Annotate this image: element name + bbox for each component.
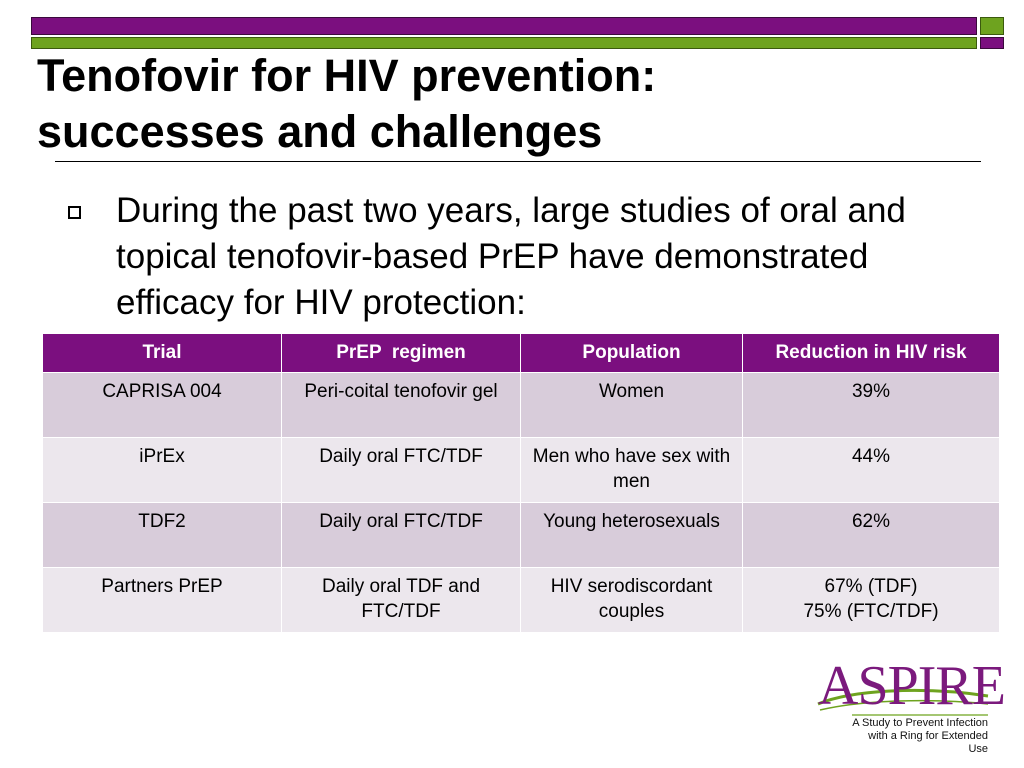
title-line-1: Tenofovir for HIV prevention:: [37, 50, 657, 101]
cell-trial: CAPRISA 004: [43, 373, 282, 438]
cell-regimen: Daily oral TDF and FTC/TDF: [282, 568, 521, 633]
cell-population: Women: [521, 373, 743, 438]
column-header-population: Population: [521, 334, 743, 373]
bullet-text: During the past two years, large studies of oral and topical tenofovir-based PrEP have demonstrated efficacy for HIV protection:: [116, 191, 906, 322]
column-header-trial: Trial: [43, 334, 282, 373]
cell-reduction: 67% (TDF) 75% (FTC/TDF): [743, 568, 1000, 633]
title-underline: [55, 161, 981, 162]
cell-population: Men who have sex with men: [521, 438, 743, 503]
cell-reduction: 39%: [743, 373, 1000, 438]
cell-regimen: Daily oral FTC/TDF: [282, 438, 521, 503]
table-row: [43, 568, 1000, 633]
cell-trial: TDF2: [43, 503, 282, 568]
cell-trial: Partners PrEP: [43, 568, 282, 633]
logo-tagline: [852, 717, 988, 756]
cell-population: Young heterosexuals: [521, 503, 743, 568]
slide-title: [37, 48, 977, 160]
logo-tagline-line-2: with a Ring for Extended Use: [868, 730, 988, 755]
logo-wordmark: ASPIRE: [818, 655, 1005, 717]
cell-regimen: Peri-coital tenofovir gel: [282, 373, 521, 438]
title-line-2: successes and challenges: [37, 106, 603, 157]
logo-tagline-line-1: A Study to Prevent Infection: [852, 717, 988, 729]
table-row: [43, 503, 1000, 568]
column-header-reduction: Reduction in HIV risk: [743, 334, 1000, 373]
cell-reduction: 44%: [743, 438, 1000, 503]
cell-trial: iPrEx: [43, 438, 282, 503]
trials-table: [42, 333, 1000, 633]
cell-regimen: Daily oral FTC/TDF: [282, 503, 521, 568]
cell-reduction: 62%: [743, 503, 1000, 568]
column-header-regimen: PrEP regimen: [282, 334, 521, 373]
header-bar-purple: [31, 17, 977, 35]
hollow-square-bullet-icon: [68, 206, 81, 219]
header-square-purple: [980, 37, 1004, 49]
cell-population: HIV serodiscordant couples: [521, 568, 743, 633]
table-row: [43, 373, 1000, 438]
header-square-green: [980, 17, 1004, 35]
table-row: [43, 438, 1000, 503]
table-header-row: [43, 334, 1000, 373]
